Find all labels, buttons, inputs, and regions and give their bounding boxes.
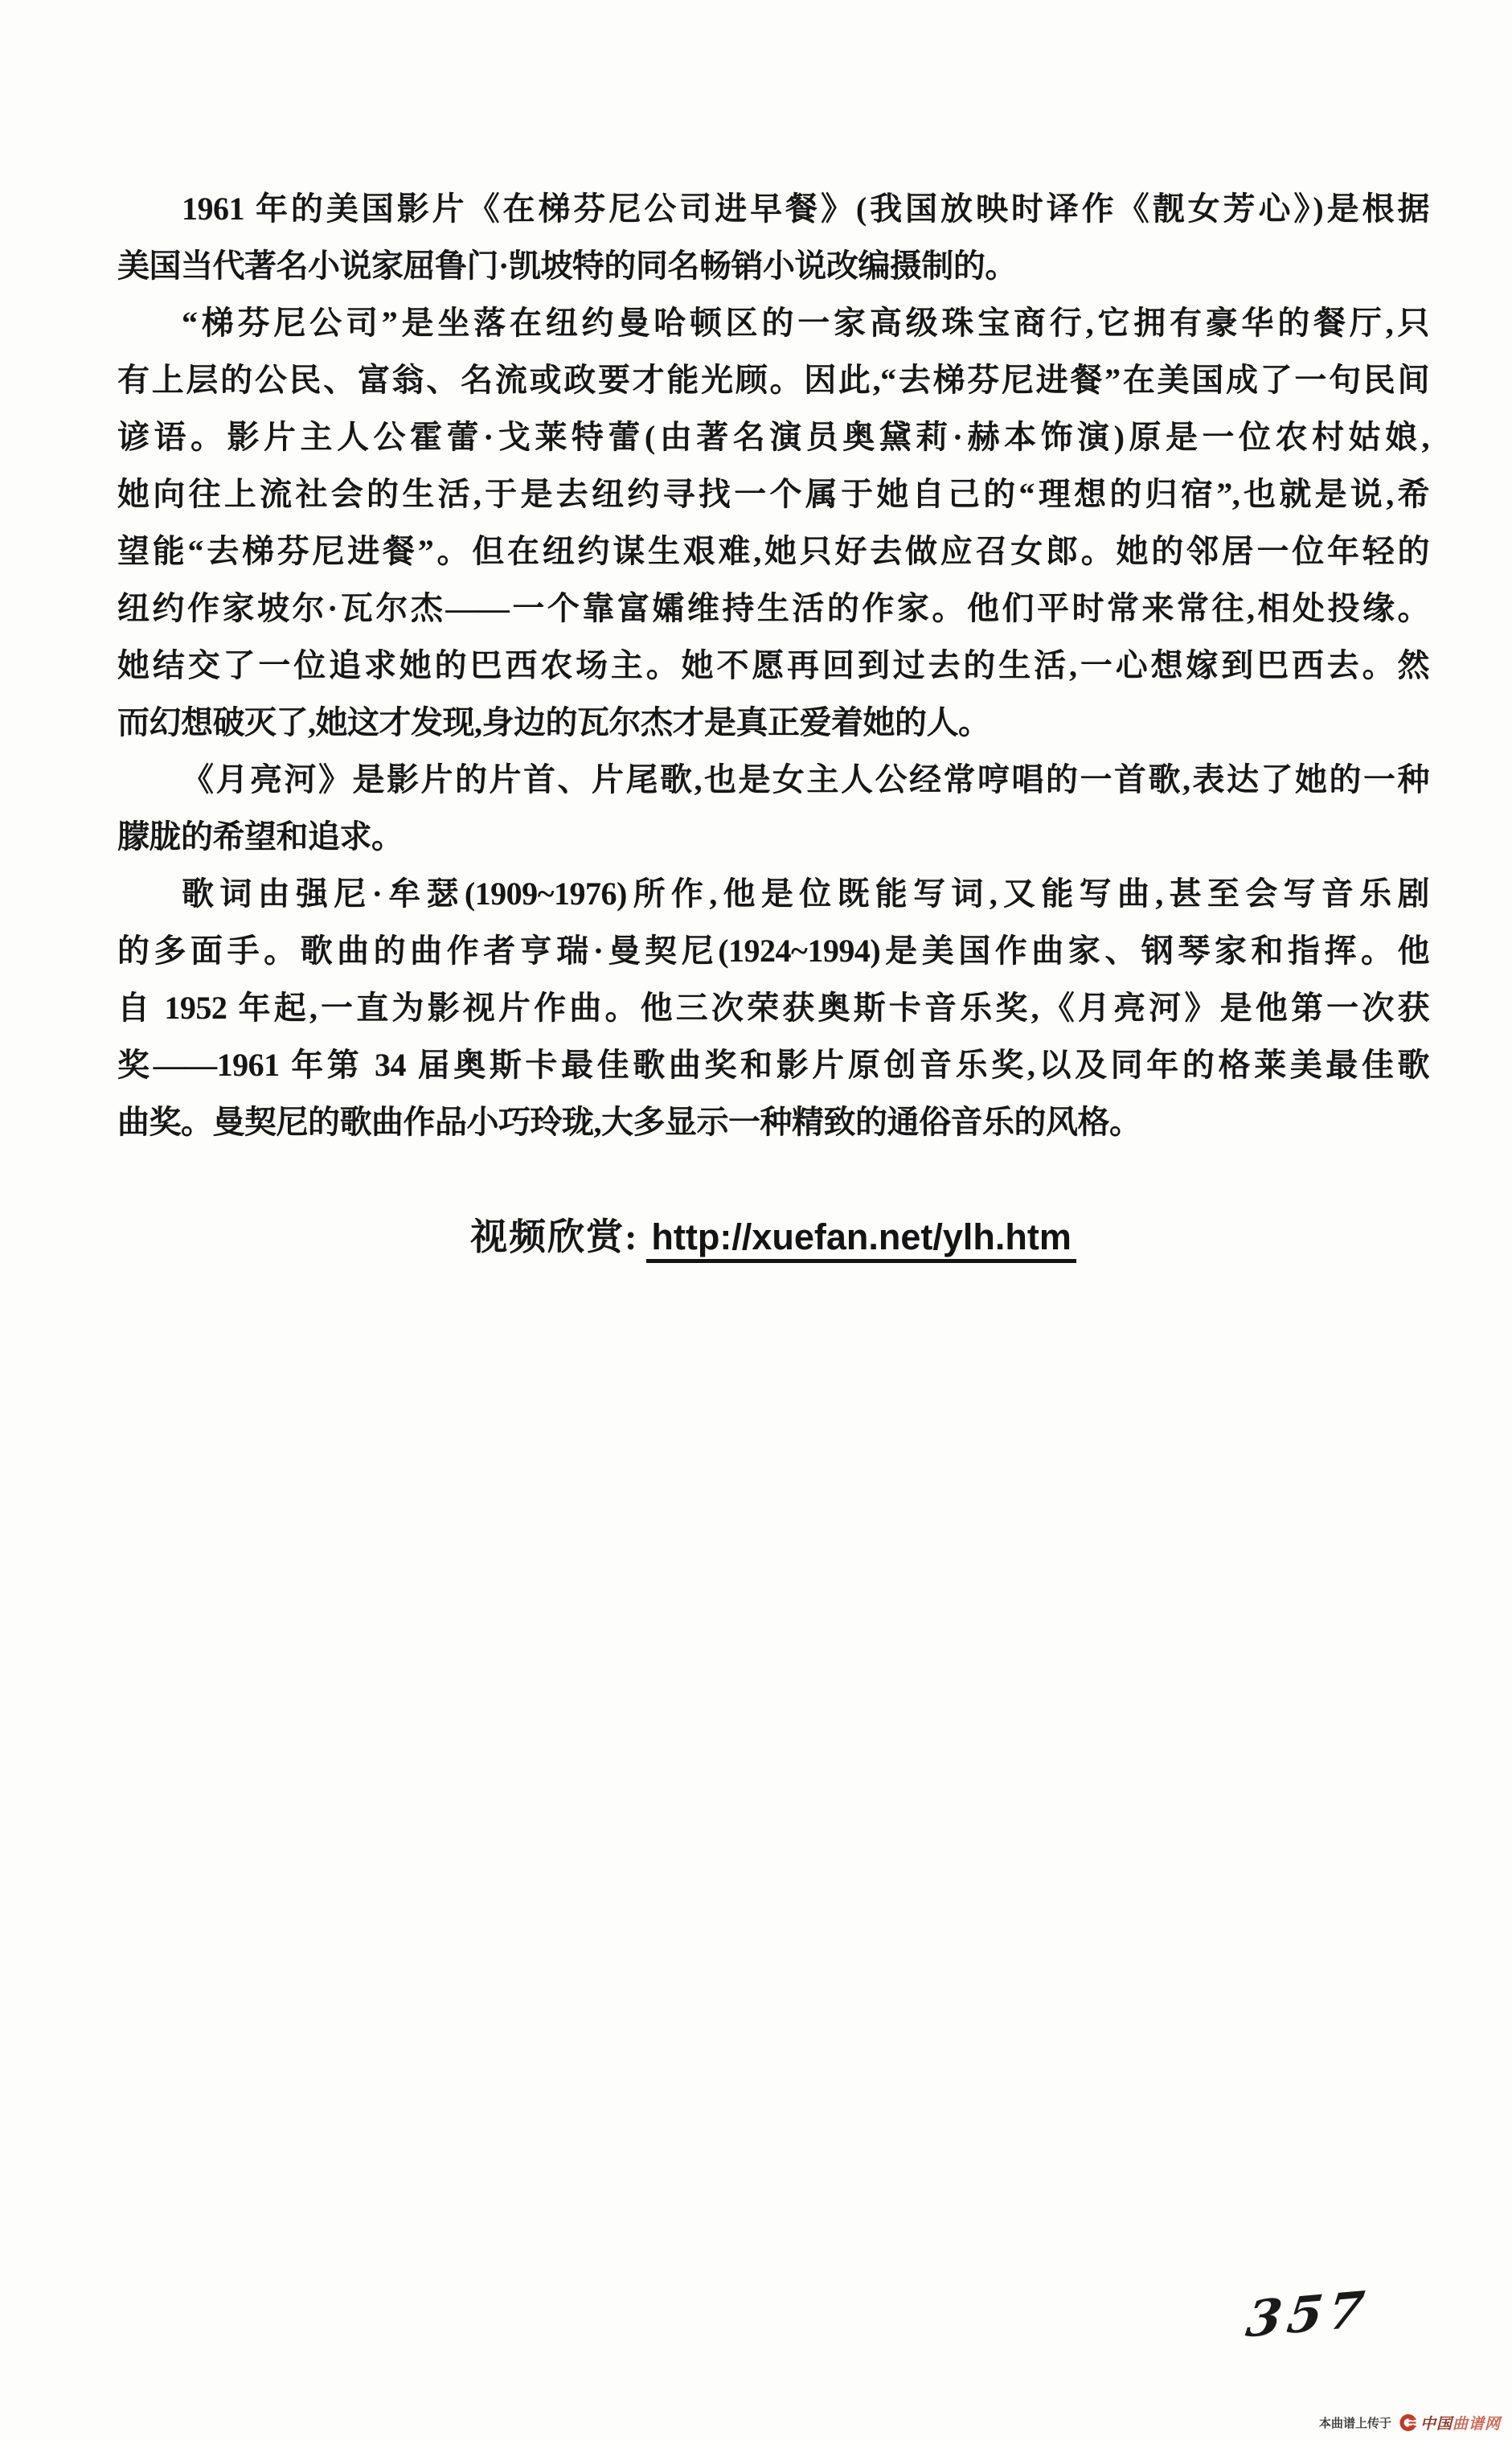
page-number: 357	[1243, 2279, 1374, 2349]
text-line: 的多面手。歌曲的曲作者亨瑞·曼契尼(1924~1994)是美国作曲家、钢琴家和指挥。他	[117, 933, 1429, 969]
video-label: 视频欣赏:	[470, 1216, 639, 1257]
watermark-prefix: 本曲谱上传于	[1318, 2416, 1391, 2430]
text-line: 望能“去梯芬尼进餐”。但在纽约谋生艰难,她只好去做应召女郎。她的邻居一位年轻的	[117, 533, 1429, 569]
article-text	[117, 180, 1429, 1150]
text-line: 《月亮河》是影片的片首、片尾歌,也是女主人公经常哼唱的一首歌,表达了她的一种	[182, 761, 1429, 798]
text-line: 谚语。影片主人公霍蕾·戈莱特蕾(由著名演员奥黛莉·赫本饰演)原是一位农村姑娘,	[117, 419, 1429, 455]
watermark-site-name-primary: 中国	[1420, 2415, 1453, 2433]
text-line: 朦胧的希望和追求。	[117, 818, 404, 855]
text-line: 歌词由强尼·牟瑟(1909~1976)所作,他是位既能写词,又能写曲,甚至会写音乐剧	[182, 876, 1429, 912]
text-line: 她结交了一位追求她的巴西农场主。她不愿再回到过去的生活,一心想嫁到巴西去。然	[117, 647, 1429, 683]
video-url-link[interactable]: http://xuefan.net/ylh.htm	[646, 1216, 1076, 1263]
site-watermark	[1319, 2410, 1501, 2434]
text-line: 奖——1961 年第 34 届奥斯卡最佳歌曲奖和影片原创音乐奖,以及同年的格莱美最佳歌	[117, 1047, 1429, 1083]
text-line: 自 1952 年起,一直为影视片作曲。他三次荣获奥斯卡音乐奖,《月亮河》是他第一次获	[117, 990, 1429, 1026]
paragraph	[117, 294, 1429, 751]
text-line: 1961 年的美国影片《在梯芬尼公司进早餐》(我国放映时译作《靓女芳心》)是根据	[182, 191, 1429, 227]
video-link-line	[117, 1208, 1429, 1266]
text-line: 美国当代著名小说家屈鲁门·凯坡特的同名畅销小说改编摄制的。	[117, 248, 1017, 284]
text-line: “梯芬尼公司”是坐落在纽约曼哈顿区的一家高级珠宝商行,它拥有豪华的餐厅,只	[182, 305, 1429, 341]
paragraph	[117, 751, 1429, 865]
paragraph	[117, 180, 1429, 294]
text-line: 她向往上流社会的生活,于是去纽约寻找一个属于她自己的“理想的归宿”,也就是说,希	[117, 476, 1429, 512]
text-line: 而幻想破灭了,她这才发现,身边的瓦尔杰才是真正爱着她的人。	[117, 704, 990, 740]
watermark-site-name-secondary: 曲谱网	[1452, 2415, 1501, 2433]
text-line: 有上层的公民、富翁、名流或政要才能光顾。因此,“去梯芬尼进餐”在美国成了一句民间	[117, 362, 1429, 398]
paragraph	[117, 865, 1429, 1150]
text-line: 纽约作家坡尔·瓦尔杰——一个靠富孀维持生活的作家。他们平时常来常往,相处投缘。	[117, 590, 1429, 626]
music-staff-logo-icon	[1399, 2413, 1417, 2432]
text-line: 曲奖。曼契尼的歌曲作品小巧玲珑,大多显示一种精致的通俗音乐的风格。	[117, 1104, 1141, 1140]
